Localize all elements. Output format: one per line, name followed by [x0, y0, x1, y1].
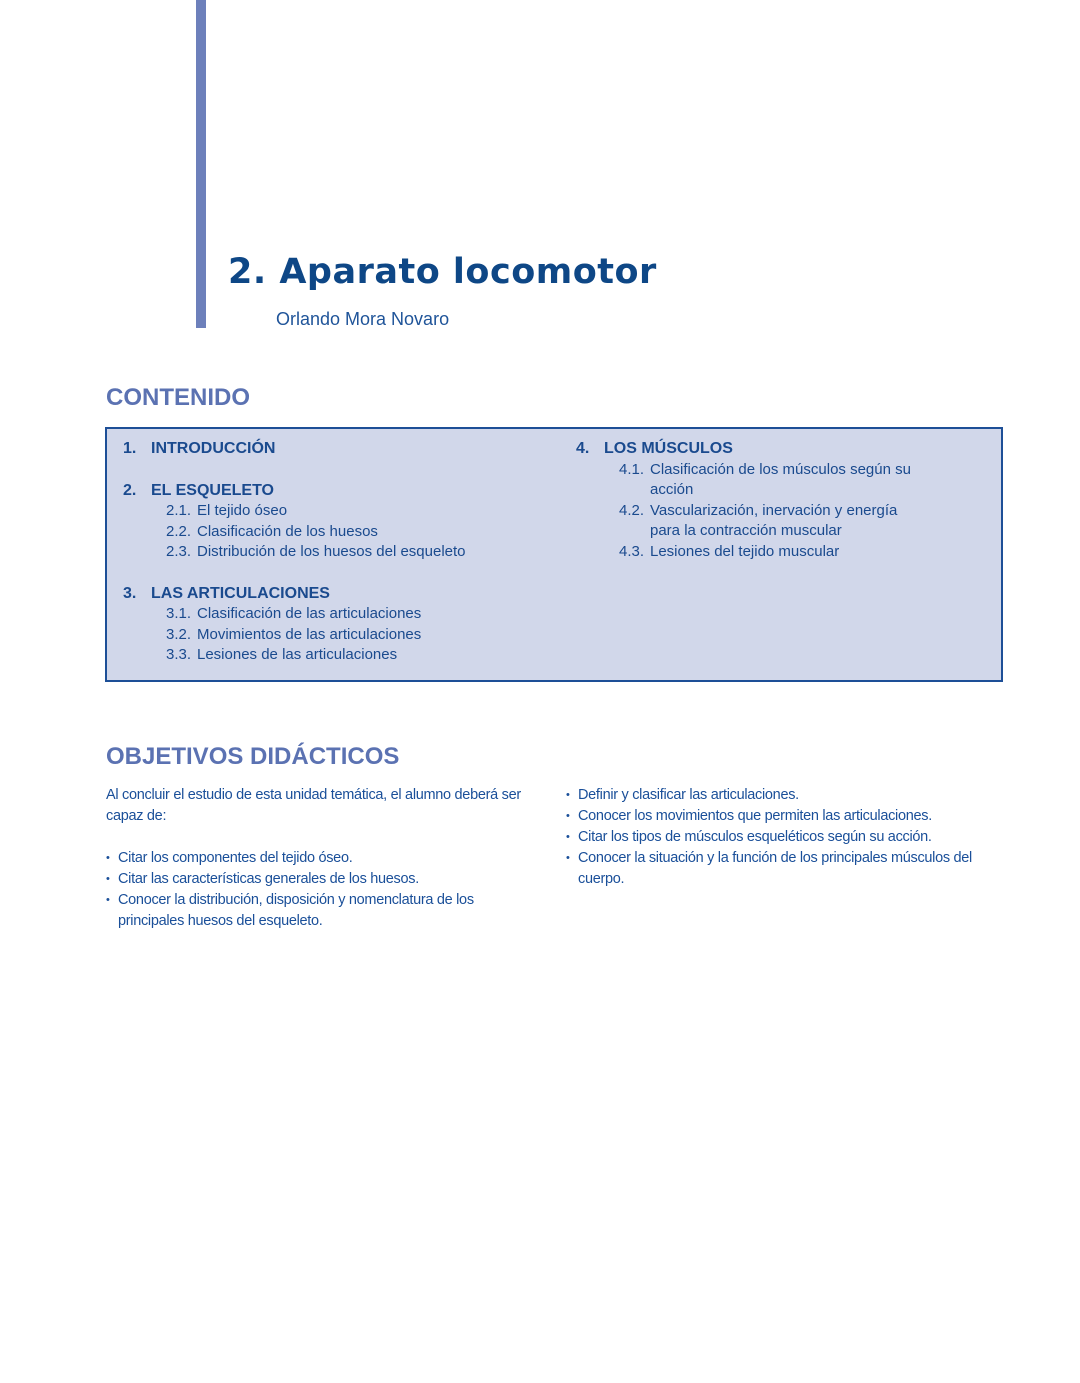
contents-left-column [123, 439, 563, 666]
contents-subsection [123, 501, 563, 522]
contents-subsection [123, 522, 563, 543]
subsection-number: 3.3. [166, 646, 192, 663]
contents-section [123, 584, 563, 605]
section-number: 3. [123, 584, 137, 602]
section-label: INTRODUCCIÓN [151, 440, 276, 457]
objective-item: • Conocer la situación y la función de los principales músculos del cuerpo. [566, 848, 986, 890]
subsection-number: 3.2. [166, 625, 192, 643]
subsection-label: Vascularización, inervación y energía para la contracción muscular [650, 501, 898, 539]
subsection-label: Lesiones de las articulaciones [197, 646, 398, 663]
section-label: EL ESQUELETO [151, 481, 274, 499]
contents-subsection [576, 542, 921, 563]
subsection-label: Lesiones del tejido muscular [650, 542, 840, 560]
subsection-label: El tejido óseo [197, 502, 288, 519]
objetivos-intro: Al concluir el estudio de esta unidad temática, el alumno deberá ser capaz de: [106, 787, 521, 824]
contents-box [105, 427, 1003, 682]
contents-subsection [576, 501, 921, 542]
objective-item: • Definir y clasificar las articulaciones. [566, 785, 986, 806]
subsection-number: 4.2. [619, 501, 645, 519]
subsection-number: 4.1. [619, 460, 645, 478]
subsection-number: 2.2. [166, 522, 192, 540]
subsection-number: 2.3. [166, 543, 192, 560]
section-number: 4. [576, 440, 590, 457]
decorative-bar [196, 0, 206, 328]
contents-section [123, 439, 563, 460]
contents-section [576, 439, 921, 460]
contents-subsection [123, 625, 563, 646]
subsection-label: Clasificación de los huesos [197, 522, 378, 540]
objetivos-right [566, 785, 986, 890]
objetivos-list-right [566, 785, 986, 890]
section-label: LOS MÚSCULOS [604, 440, 733, 457]
objective-item: • Conocer los movimientos que permiten las articulaciones. [566, 806, 986, 827]
subsection-label: Clasificación de las articulaciones [197, 605, 422, 622]
section-number: 2. [123, 481, 137, 499]
subsection-number: 2.1. [166, 502, 192, 519]
subsection-number: 4.3. [619, 542, 645, 560]
objetivos-heading: OBJETIVOS DIDÁCTICOS [106, 743, 400, 770]
objetivos-list-left [106, 848, 536, 932]
contents-subsection [576, 460, 921, 501]
section-label: LAS ARTICULACIONES [151, 584, 330, 602]
contenido-heading: CONTENIDO [106, 384, 250, 411]
subsection-label: Movimientos de las articulaciones [197, 625, 422, 643]
contents-section [123, 481, 563, 502]
section-number: 1. [123, 440, 137, 457]
subsection-number: 3.1. [166, 605, 192, 622]
spacer [123, 460, 563, 481]
objective-item: • Citar las características generales de los huesos. [106, 869, 536, 890]
objetivos-left [106, 785, 536, 932]
contents-subsection [123, 604, 563, 625]
contents-subsection [123, 645, 563, 666]
chapter-title: 2. Aparato locomotor [228, 252, 657, 292]
author: Orlando Mora Novaro [276, 309, 450, 329]
objective-item: • Citar los tipos de músculos esqueléticos según su acción. [566, 827, 986, 848]
contents-right-column [576, 439, 921, 562]
spacer [123, 563, 563, 584]
contents-subsection [123, 542, 563, 563]
objective-item: • Citar los componentes del tejido óseo. [106, 848, 536, 869]
subsection-label: Clasificación de los músculos según su acción [650, 460, 911, 498]
objective-item: • Conocer la distribución, disposición y nomenclatura de los principales huesos del esqueleto. [106, 890, 536, 932]
subsection-label: Distribución de los huesos del esqueleto [197, 543, 466, 560]
